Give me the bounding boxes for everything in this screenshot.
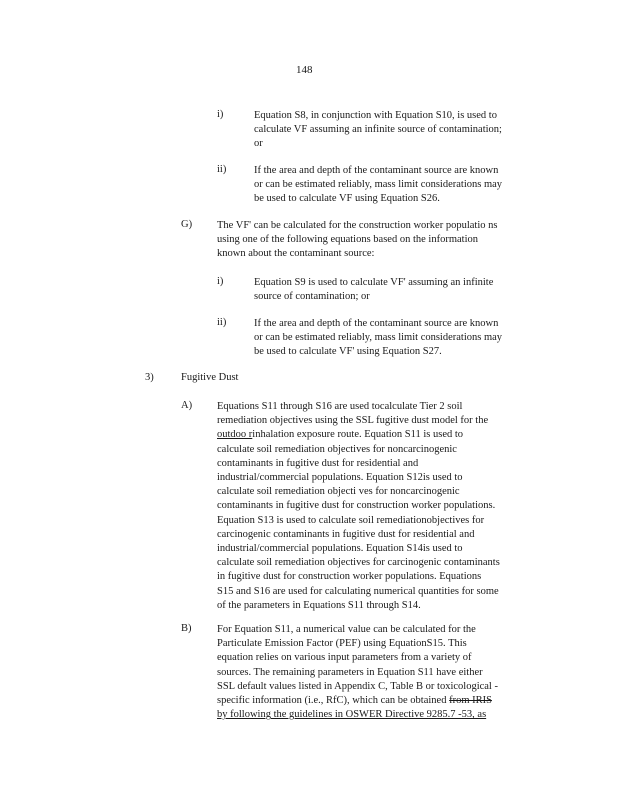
text-line: contaminants in fugitive dust for construction worker populations.	[217, 500, 496, 512]
text-line: For Equation S11, a numerical value can be calculated for the	[217, 624, 476, 635]
text-line: carcinogenic contaminants in fugitive dust for residential and	[217, 528, 475, 540]
text-line	[217, 694, 498, 708]
item-g-i-text	[254, 276, 493, 304]
text-line: contaminants in fugitive dust for residential and	[217, 457, 419, 469]
text-line: If the area and depth of the contaminant source are known	[254, 318, 499, 329]
text-line: calculate soil remediation objecti ves for noncarcinogenic	[217, 486, 460, 498]
text-line: SSL default values listed in Appendix C, Table B or toxicological -	[217, 680, 498, 692]
section-label-g: G)	[181, 219, 193, 230]
section-label-b: B)	[181, 623, 192, 634]
text-line: calculate soil remediation objectives for carcinogenic contaminants	[217, 557, 500, 569]
item-label-g-i: i)	[217, 276, 224, 287]
text-line: industrial/commercial populations. Equation S14is used to	[217, 543, 463, 555]
text-line: calculate VF assuming an infinite source of contamination;	[254, 124, 502, 136]
text-line: industrial/commercial populations. Equation S12is used to	[217, 472, 463, 484]
text-line: be used to calculate VF using Equation S26.	[254, 193, 440, 205]
section-label-3: 3)	[145, 372, 154, 383]
text-fragment: inhalation exposure route. Equation S11 is used to	[252, 429, 464, 441]
section-label-a: A)	[181, 400, 193, 411]
text-line: Equation S8, in conjunction with Equation S10, is used to	[254, 110, 497, 121]
text-line: The VF' can be calculated for the construction worker populatio ns	[217, 220, 498, 231]
underlined-line: by following the guidelines in OSWER Directive 9285.7 -53, as	[217, 709, 487, 721]
item-i-text	[254, 109, 502, 152]
text-fragment: specific information (i.e., RfC), which can be obtained	[217, 695, 450, 707]
text-line: using one of the following equations based on the information	[217, 234, 478, 246]
text-line: calculate soil remediation objectives for noncarcinogenic	[217, 443, 457, 455]
text-line: Equations S11 through S16 are used tocalculate Tier 2 soil	[217, 401, 463, 412]
item-label-ii: ii)	[217, 164, 227, 175]
text-line: source of contamination; or	[254, 291, 370, 303]
text-line: or can be estimated reliably, mass limit considerations may	[254, 179, 503, 191]
text-line: If the area and depth of the contaminant source are known	[254, 165, 499, 176]
text-line: Particulate Emission Factor (PEF) using EquationS15. This	[217, 638, 467, 650]
text-line: Equation S9 is used to calculate VF' assuming an infinite	[254, 277, 494, 288]
text-line: in fugitive dust for construction worker populations. Equations	[217, 571, 482, 583]
text-line: equation relies on various input parameters from a variety of	[217, 652, 472, 664]
item-ii-text	[254, 164, 502, 207]
text-line: or can be estimated reliably, mass limit considerations may	[254, 332, 503, 344]
item-label-i: i)	[217, 109, 224, 120]
page-number: 148	[296, 64, 313, 76]
section-g-text	[217, 219, 497, 262]
text-line: of the parameters in Equations S11 through S14.	[217, 599, 421, 611]
item-label-g-ii: ii)	[217, 317, 227, 328]
text-line: sources. The remaining parameters in Equation S11 have either	[217, 666, 483, 678]
text-line: or	[254, 138, 263, 150]
text-line: remediation objectives using the SSL fugitive dust model for the	[217, 415, 489, 427]
underlined-text: outdoo r	[217, 429, 253, 441]
section-b-text	[217, 623, 498, 722]
item-g-ii-text	[254, 317, 502, 360]
text-line: S15 and S16 are used for calculating numerical quantities for some	[217, 585, 499, 597]
text-line: be used to calculate VF' using Equation S27.	[254, 346, 442, 358]
struck-text: from IRIS	[449, 695, 492, 707]
section-a-text	[217, 400, 500, 613]
section-3-heading: Fugitive Dust	[181, 372, 239, 383]
text-line	[217, 428, 500, 442]
text-line: known about the contaminant source:	[217, 248, 375, 260]
text-line: Equation S13 is used to calculate soil remediationobjectives for	[217, 514, 485, 526]
